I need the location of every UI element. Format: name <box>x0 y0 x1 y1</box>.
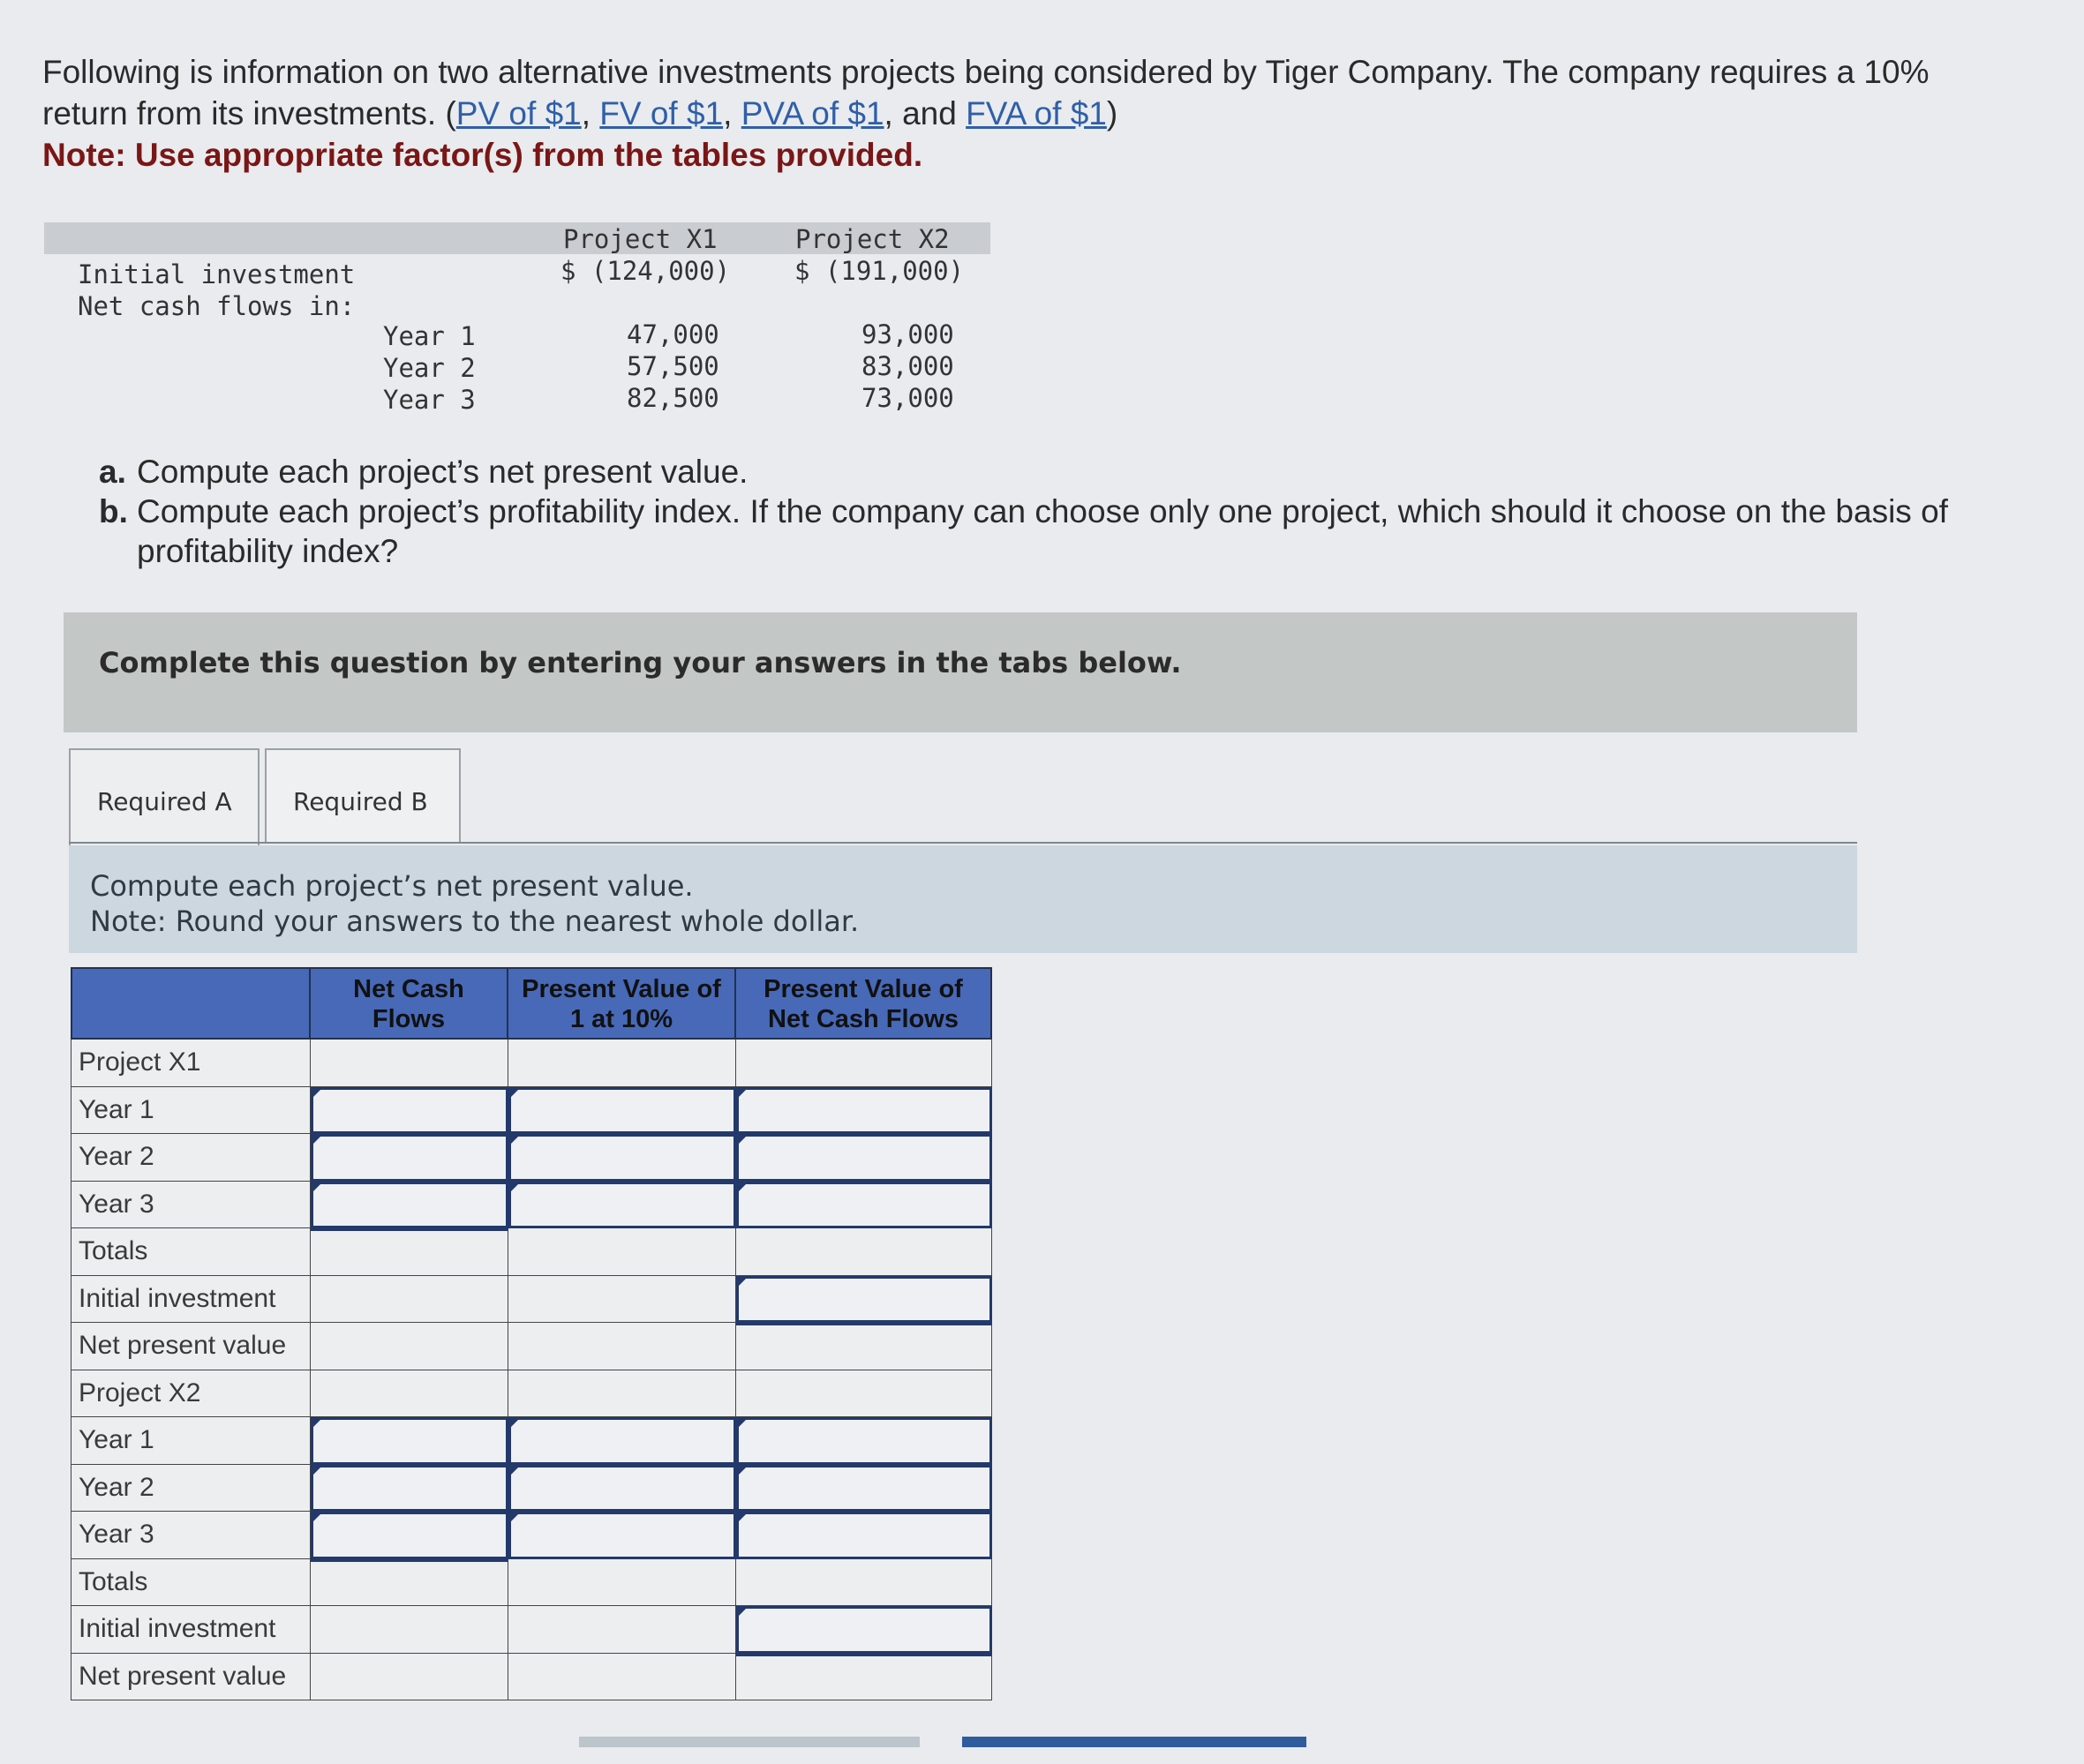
intro-sep-2: , <box>723 95 741 131</box>
given-year-2-label: Year 2 <box>383 353 476 383</box>
tab-required-b[interactable] <box>265 748 461 844</box>
next-button[interactable] <box>962 1737 1306 1747</box>
cell-r0-c0 <box>311 1040 508 1087</box>
input-r2-c2[interactable] <box>736 1134 992 1182</box>
input-r3-c1[interactable] <box>508 1182 736 1229</box>
given-data-table <box>44 222 990 417</box>
instruction-line-1: Compute each project’s net present value. <box>90 869 694 903</box>
input-r2-c1[interactable] <box>508 1134 736 1182</box>
question-b <box>99 492 2041 571</box>
pva-of-1-link[interactable]: PVA of $1 <box>741 95 884 131</box>
row-label-initial-investment: Initial investment <box>71 1276 311 1324</box>
row-label-year-2: Year 2 <box>71 1465 311 1513</box>
input-r10-c0[interactable] <box>311 1512 508 1559</box>
given-year-2-x2: 83,000 <box>861 351 954 381</box>
input-r8-c1[interactable] <box>508 1417 736 1465</box>
row-label-net-present-value: Net present value <box>71 1654 311 1701</box>
row-label-year-3: Year 3 <box>71 1512 311 1559</box>
cell-r6-c2 <box>736 1323 992 1370</box>
col-header-pv-factor <box>508 967 736 1040</box>
fv-of-1-link[interactable]: FV of $1 <box>599 95 724 131</box>
input-r2-c0[interactable] <box>311 1134 508 1182</box>
question-a <box>99 452 2041 492</box>
intro-line-2-prefix: return from its investments. ( <box>42 95 456 131</box>
row-label-project-x1: Project X1 <box>71 1040 311 1087</box>
intro-sep-3: , and <box>884 95 967 131</box>
given-col-x2-header: Project X2 <box>795 224 950 254</box>
cell-r11-c0 <box>311 1559 508 1607</box>
cell-r0-c1 <box>508 1040 736 1087</box>
col-header-net-cash-flows-line-2: Flows <box>372 1005 446 1033</box>
input-r8-c0[interactable] <box>311 1417 508 1465</box>
intro-line-2-suffix: ) <box>1106 95 1118 131</box>
given-year-1-x2: 93,000 <box>861 319 954 349</box>
row-label-net-present-value: Net present value <box>71 1323 311 1370</box>
tab-required-a[interactable] <box>69 748 260 847</box>
prev-button[interactable] <box>579 1737 920 1747</box>
cell-r11-c1 <box>508 1559 736 1607</box>
col-header-net-cash-flows-line-1: Net Cash <box>353 975 464 1003</box>
input-r3-c0[interactable] <box>311 1182 508 1229</box>
col-header-pv-factor-line-1: Present Value of <box>522 975 721 1003</box>
tab-required-b-label: Required B <box>293 787 428 816</box>
given-year-2-x1: 57,500 <box>627 351 719 381</box>
input-r3-c2[interactable] <box>736 1182 992 1229</box>
given-initial-x2: $ (191,000) <box>794 256 965 286</box>
input-r1-c2[interactable] <box>736 1087 992 1135</box>
cell-r4-c1 <box>508 1228 736 1276</box>
table-corner-header <box>71 967 311 1040</box>
col-header-pv-net-cash-flows <box>736 967 992 1040</box>
row-label-project-x2: Project X2 <box>71 1370 311 1418</box>
question-b-line-2: profitability index? <box>137 533 399 569</box>
intro-text <box>42 51 2028 176</box>
given-netcash-label: Net cash flows in: <box>78 291 356 321</box>
col-header-pv-net-cash-flows-line-2: Net Cash Flows <box>768 1005 959 1033</box>
cell-r6-c1 <box>508 1323 736 1370</box>
intro-line-1: Following is information on two alternative investments projects being considered by Tiger Company. The company requires a 10% <box>42 54 1930 90</box>
input-r10-c1[interactable] <box>508 1512 736 1559</box>
row-label-initial-investment: Initial investment <box>71 1606 311 1654</box>
row-label-year-2: Year 2 <box>71 1134 311 1182</box>
question-b-line-1: Compute each project’s profitability index. If the company can choose only one project, which should it choose on the basis of <box>137 493 1948 529</box>
given-col-x1-header: Project X1 <box>563 224 718 254</box>
cell-r13-c0 <box>311 1654 508 1701</box>
row-label-year-1: Year 1 <box>71 1087 311 1135</box>
given-year-1-label: Year 1 <box>383 321 476 351</box>
cell-r11-c2 <box>736 1559 992 1607</box>
given-year-3-x2: 73,000 <box>861 383 954 413</box>
input-r5-c2[interactable] <box>736 1276 992 1324</box>
question-a-text: Compute each project’s net present value. <box>137 454 749 490</box>
npv-answer-table <box>71 967 994 1707</box>
row-label-totals: Totals <box>71 1559 311 1607</box>
cell-r4-c0 <box>311 1228 508 1276</box>
cell-r12-c0 <box>311 1606 508 1654</box>
cell-r4-c2 <box>736 1228 992 1276</box>
intro-sep-1: , <box>581 95 600 131</box>
given-initial-x1: $ (124,000) <box>560 256 731 286</box>
row-label-totals: Totals <box>71 1228 311 1276</box>
instructions-banner: Complete this question by entering your answers in the tabs below. <box>64 612 1857 732</box>
input-r12-c2[interactable] <box>736 1606 992 1654</box>
input-r9-c0[interactable] <box>311 1465 508 1513</box>
questions <box>99 452 2041 571</box>
input-r8-c2[interactable] <box>736 1417 992 1465</box>
cell-r5-c0 <box>311 1276 508 1324</box>
instruction-line-2: Note: Round your answers to the nearest whole dollar. <box>90 905 860 938</box>
col-header-pv-net-cash-flows-line-1: Present Value of <box>764 975 963 1003</box>
col-header-net-cash-flows <box>311 967 508 1040</box>
question-a-letter: a. <box>99 454 126 490</box>
instruction-panel <box>69 845 1857 953</box>
row-label-year-1: Year 1 <box>71 1417 311 1465</box>
given-year-3-x1: 82,500 <box>627 383 719 413</box>
question-b-letter: b. <box>99 493 128 529</box>
given-initial-label: Initial investment <box>78 259 356 289</box>
cell-r13-c1 <box>508 1654 736 1701</box>
given-year-1-x1: 47,000 <box>627 319 719 349</box>
cell-r7-c1 <box>508 1370 736 1418</box>
input-r9-c1[interactable] <box>508 1465 736 1513</box>
cell-r13-c2 <box>736 1654 992 1701</box>
input-r1-c1[interactable] <box>508 1087 736 1135</box>
input-r10-c2[interactable] <box>736 1512 992 1559</box>
fva-of-1-link[interactable]: FVA of $1 <box>966 95 1107 131</box>
tab-required-a-label: Required A <box>97 787 232 816</box>
cell-r5-c1 <box>508 1276 736 1324</box>
cell-r7-c0 <box>311 1370 508 1418</box>
row-label-year-3: Year 3 <box>71 1182 311 1229</box>
pv-of-1-link[interactable]: PV of $1 <box>455 95 582 131</box>
cell-r0-c2 <box>736 1040 992 1087</box>
cell-r12-c1 <box>508 1606 736 1654</box>
col-header-pv-factor-line-2: 1 at 10% <box>569 1005 673 1033</box>
intro-note: Note: Use appropriate factor(s) from the tables provided. <box>42 137 923 173</box>
cell-r6-c0 <box>311 1323 508 1370</box>
input-r1-c0[interactable] <box>311 1087 508 1135</box>
tab-divider <box>69 842 1857 844</box>
intro-line-2 <box>42 93 2028 134</box>
input-r9-c2[interactable] <box>736 1465 992 1513</box>
given-year-3-label: Year 3 <box>383 385 476 415</box>
cell-r7-c2 <box>736 1370 992 1418</box>
